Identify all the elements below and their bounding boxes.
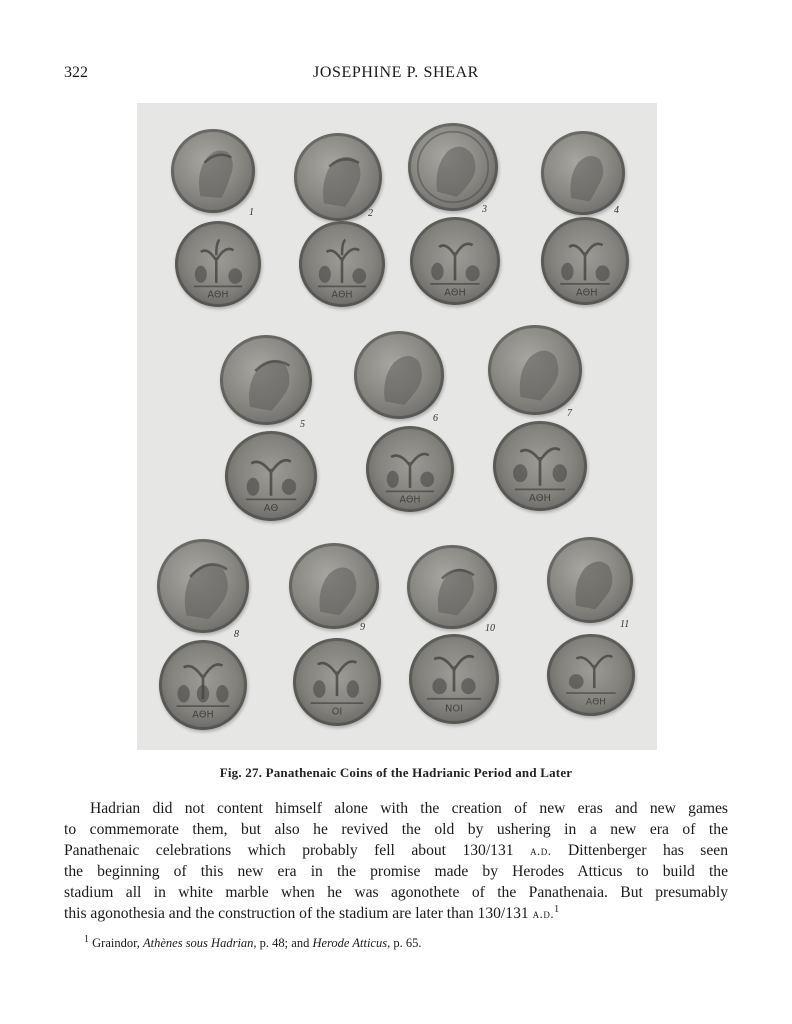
coin-number-5: 5: [300, 419, 305, 430]
coin-2-reverse: [299, 221, 385, 307]
coin-7-legend: ΑΘΗ: [529, 493, 551, 505]
coin-9-legend: ΟΙ: [331, 706, 343, 718]
running-head: JOSEPHINE P. SHEAR: [313, 64, 479, 81]
coin-10-legend: ΝΟΙ: [444, 703, 464, 715]
coin-11-obverse: [547, 537, 633, 623]
coin-4-reverse: [541, 217, 629, 305]
coin-6-legend: ΑΘΗ: [399, 494, 421, 506]
footnote-author: Graindor,: [92, 936, 140, 950]
coin-1-legend: ΑΘΗ: [207, 289, 229, 301]
coin-9-obverse: [289, 543, 379, 629]
coin-number-2: 2: [368, 208, 373, 219]
coin-5-reverse: [225, 431, 317, 521]
coin-10-obverse: [407, 545, 497, 629]
coin-1-obverse: [171, 129, 255, 213]
footnote-title-1: Athènes sous Hadrian: [143, 936, 254, 950]
footnote: [84, 933, 422, 951]
coin-6-reverse: [366, 426, 454, 512]
coin-8-legend: ΑΘΗ: [192, 709, 214, 721]
body-line-6: [64, 903, 728, 924]
coin-number-1: 1: [249, 207, 254, 218]
coin-number-6: 6: [433, 413, 438, 424]
body-paragraph: [64, 798, 728, 924]
coin-11-reverse: [547, 634, 635, 716]
era-abbreviation: a.d.: [530, 843, 552, 858]
coin-number-8: 8: [234, 629, 239, 640]
body-line-3-rest: Dittenberger has seen: [568, 842, 729, 859]
coin-number-7: 7: [567, 408, 572, 419]
footnote-mid: , p. 48; and: [253, 936, 310, 950]
coin-3-legend: ΑΘΗ: [444, 287, 466, 299]
coin-7-reverse: [493, 421, 587, 511]
footnote-reference[interactable]: 1: [554, 903, 560, 915]
coin-5-legend: ΑΘ: [263, 503, 279, 515]
coin-8-reverse: [159, 640, 247, 730]
footnote-title-2: Herode Atticus: [312, 936, 388, 950]
coin-3-reverse: [410, 217, 500, 305]
coin-1-reverse: [175, 221, 261, 307]
coin-number-3: 3: [482, 204, 487, 215]
coin-9-reverse: [293, 638, 381, 726]
body-line-3-text: Panathenaic celebrations which probably fell about 130/131: [64, 842, 514, 859]
coin-4-obverse: [541, 131, 625, 215]
coin-10-reverse: [409, 634, 499, 724]
coin-number-9: 9: [360, 622, 365, 633]
coin-number-10: 10: [485, 623, 495, 634]
coin-7-obverse: [488, 325, 582, 415]
coin-6-obverse: [354, 331, 444, 419]
era-abbreviation-2: a.d.: [532, 906, 555, 921]
body-line-1: Hadrian did not content himself alone with the creation of new eras and new games: [90, 800, 728, 817]
coin-11-legend: ΑΘΗ: [585, 697, 606, 708]
coin-5-obverse: [220, 335, 312, 425]
coin-2-legend: ΑΘΗ: [331, 289, 353, 301]
body-line-3: [64, 840, 728, 861]
body-line-5: stadium all in white marble when he was agonothete of the Panathenaia. But presumably: [64, 884, 728, 901]
coin-8-obverse: [157, 539, 249, 633]
coin-number-11: 11: [620, 619, 630, 630]
body-line-4: the beginning of this new era in the promise made by Herodes Atticus to build the: [64, 863, 728, 880]
figure-caption: Fig. 27. Panathenaic Coins of the Hadrianic Period and Later: [219, 765, 573, 780]
coin-number-4: 4: [614, 205, 619, 216]
footnote-marker: 1: [84, 933, 89, 945]
page-number: 322: [64, 64, 88, 81]
coin-4-legend: ΑΘΗ: [576, 287, 598, 299]
footnote-end: , p. 65.: [387, 936, 422, 950]
body-line-2: to commemorate them, but also he revived the old by ushering in a new era of the: [64, 821, 728, 838]
page-header: [64, 64, 728, 86]
body-line-6-text: this agonothesia and the construction of the stadium are later than 130/131: [64, 905, 529, 922]
coin-plate-figure: [137, 103, 657, 750]
coin-3-obverse: [408, 123, 498, 211]
